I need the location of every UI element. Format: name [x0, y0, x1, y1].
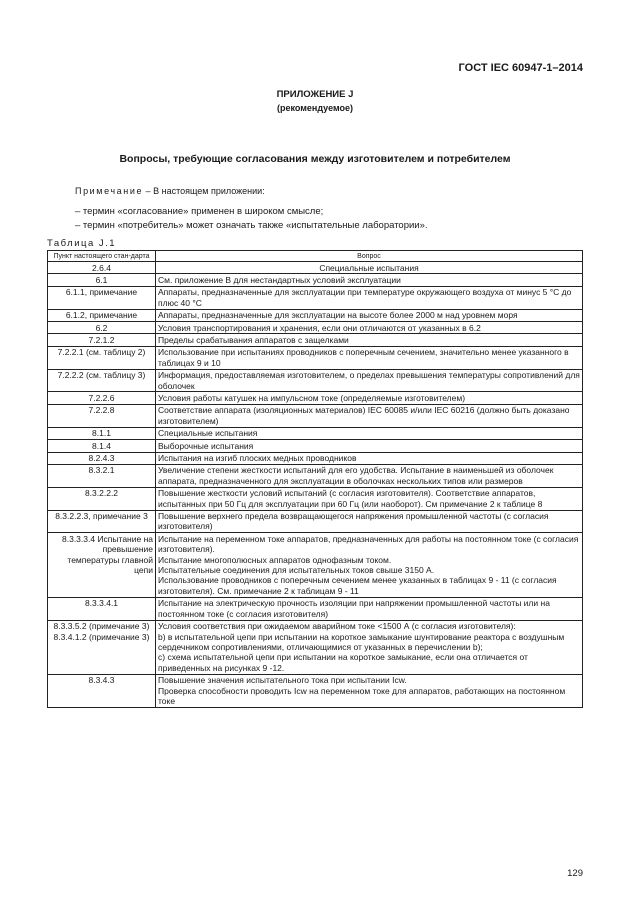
- question-text: Повышение жесткости условий испытаний (с согласия изготовителя). Соответствие аппаратов, испытанных при 50 Гц для эксплуатации при 60 Гц (или наоборот). См примечание 2 к таблице 8: [158, 488, 543, 509]
- question-cell: [156, 464, 583, 487]
- note: [75, 186, 265, 196]
- clause-text: 7.2.2.2 (см. таблицу 3): [57, 370, 146, 381]
- table-row: [48, 510, 583, 533]
- clause-text: 7.2.1.2: [88, 334, 115, 345]
- question-cell: [156, 286, 583, 309]
- clause-cell: [48, 597, 156, 620]
- question-text: b) в испытательной цепи при испытании на короткое замыкание шунтирование реактора с воздушным сердечником сопротивлениями, отличающимися от указанных в перечислении b);: [158, 631, 565, 652]
- clause-cell: [48, 404, 156, 427]
- table-header-row: [48, 251, 583, 262]
- question-text: Специальные испытания: [319, 262, 419, 273]
- clause-text: 2.6.4: [92, 262, 111, 273]
- header-question: Вопрос: [156, 251, 583, 262]
- appendix-subtitle: (рекомендуемое): [277, 103, 353, 113]
- note-item: – термин «согласование» применен в широком смысле;: [75, 206, 324, 217]
- question-text: Аппараты, предназначенные для эксплуатации при температуре окружающего воздуха от минус 5 °С до плюс 40 °С: [158, 287, 572, 308]
- clause-cell: [48, 487, 156, 510]
- table-row: [48, 346, 583, 369]
- clause-text: 7.2.2.6: [88, 392, 115, 403]
- question-text: Выборочные испытания: [158, 440, 254, 451]
- question-cell: [156, 322, 583, 334]
- note-text: – В настоящем приложении:: [143, 186, 265, 196]
- table-row: [48, 440, 583, 452]
- clause-text: 8.1.4: [92, 440, 111, 451]
- question-cell: [156, 369, 583, 392]
- table-row: [48, 262, 583, 274]
- question-cell: [156, 346, 583, 369]
- question-cell: [156, 262, 583, 274]
- table-row: [48, 286, 583, 309]
- question-text: Повышение значения испытательного тока при испытании Icw.: [158, 675, 407, 686]
- question-cell: [156, 533, 583, 597]
- question-cell: [156, 427, 583, 439]
- question-text: Информация, предоставляемая изготовителем, о пределах превышения температуры сопротивлений для оболочек: [158, 370, 580, 391]
- table-row: [48, 427, 583, 439]
- question-text: Соответствие аппарата (изоляционных материалов) IEC 60085 и/или IEC 60216 (должно быть доказано изготовителем): [158, 405, 570, 426]
- question-text: Пределы срабатывания аппаратов с защелками: [158, 334, 349, 345]
- page-number: 129: [567, 868, 583, 879]
- note-item: – термин «потребитель» может означать также «испытательные лаборатории».: [75, 220, 428, 231]
- question-cell: [156, 487, 583, 510]
- clause-text: 7.2.2.8: [88, 405, 115, 416]
- question-text: Испытание многополюсных аппаратов однофазным током.: [158, 554, 392, 565]
- clause-cell: [48, 309, 156, 321]
- question-cell: [156, 674, 583, 707]
- table-row: [48, 674, 583, 707]
- question-cell: [156, 597, 583, 620]
- table-row: [48, 334, 583, 346]
- clause-text: 8.3.2.2.3, примечание 3: [55, 511, 148, 522]
- question-text: Условия работы катушек на импульсном токе (определяемые изготовителем): [158, 392, 466, 403]
- clause-text: 8.3.4.3: [88, 675, 115, 686]
- clause-text: 8.3.3.5.2 (примечание 3) 8.3.4.1.2 (примечание 3): [53, 621, 150, 642]
- question-text: Испытание на электрическую прочность изоляции при напряжении промышленной частоты или на постоянном токе (с согласия изготовителя): [158, 598, 550, 619]
- question-cell: [156, 440, 583, 452]
- clause-text: 6.1.1, примечание: [65, 287, 138, 298]
- clause-cell: [48, 262, 156, 274]
- question-text: Увеличение степени жесткости испытаний для его удобства. Испытание в наименьшей из оболочек аппарата, предназначенного для эксплуатации в оболочках нескольких типов или размеров: [158, 465, 554, 486]
- question-text: Проверка способности проводить Icw на переменном токе для аппаратов, работающих на постоянном токе: [158, 685, 566, 706]
- clause-cell: [48, 346, 156, 369]
- clause-cell: [48, 510, 156, 533]
- standard-code: ГОСТ IEC 60947-1–2014: [458, 62, 583, 74]
- table-caption: Таблица J.1: [47, 238, 117, 249]
- table-row: [48, 392, 583, 404]
- note-label: Примечание: [75, 186, 144, 196]
- clause-text: 8.3.3.3.4 Испытание на превышение температуры главной цепи: [62, 533, 153, 576]
- question-text: Специальные испытания: [158, 428, 258, 439]
- clause-cell: [48, 674, 156, 707]
- question-text: Использование при испытаниях проводников с поперечным сечением, значительно менее указанного в таблицах 9 и 10: [158, 347, 569, 368]
- table-row: [48, 309, 583, 321]
- header-clause: Пункт настоящего стан-дарта: [48, 251, 156, 262]
- question-cell: [156, 392, 583, 404]
- question-text: Испытательные соединения для испытательных токов свыше 3150 А.: [158, 565, 435, 576]
- table-row: [48, 404, 583, 427]
- clause-text: 8.3.3.4.1: [84, 598, 119, 609]
- clause-cell: [48, 334, 156, 346]
- table-row: [48, 464, 583, 487]
- question-cell: [156, 510, 583, 533]
- table-row: [48, 533, 583, 597]
- clause-cell: [48, 440, 156, 452]
- clause-cell: [48, 427, 156, 439]
- question-text: Испытания на изгиб плоских медных проводников: [158, 453, 357, 463]
- clause-text: 6.2: [95, 322, 108, 333]
- question-cell: [156, 334, 583, 346]
- clause-text: 6.1.2, примечание: [65, 310, 138, 321]
- question-cell: [156, 309, 583, 321]
- question-cell: [156, 274, 583, 286]
- clause-cell: [48, 322, 156, 334]
- clause-text: 8.3.2.2.2: [84, 488, 119, 499]
- table-row: [48, 274, 583, 286]
- clause-cell: [48, 392, 156, 404]
- questions-table: [47, 250, 583, 708]
- table-row: [48, 620, 583, 674]
- question-text: Условия транспортирования и хранения, если они отличаются от указанных в 6.2: [158, 322, 481, 333]
- clause-text: 8.2.4.3: [88, 453, 115, 463]
- question-cell: [156, 620, 583, 674]
- table-row: [48, 369, 583, 392]
- table-row: [48, 452, 583, 464]
- clause-cell: [48, 274, 156, 286]
- appendix-title: ПРИЛОЖЕНИЕ J: [276, 89, 354, 100]
- clause-cell: [48, 464, 156, 487]
- clause-text: 8.3.2.1: [88, 465, 115, 476]
- table-row: [48, 322, 583, 334]
- table-body: [48, 262, 583, 708]
- table-row: [48, 597, 583, 620]
- clause-text: 8.1.1: [92, 428, 111, 439]
- clause-cell: [48, 452, 156, 464]
- question-text: Условия соответствия при ожидаемом аварийном токе <1500 А (с согласия изготовителя):: [158, 621, 516, 632]
- question-text: Испытание на переменном токе аппаратов, предназначенных для работы на постоянном токе (с согласия изготовителя).: [158, 533, 579, 555]
- question-text: См. приложение B для нестандартных условий эксплуатации: [158, 274, 401, 285]
- question-cell: [156, 404, 583, 427]
- clause-text: 6.1: [95, 274, 108, 285]
- question-text: Использование проводников с поперечным сечением менее указанных в таблицах 9 - 11 (с согласия изготовителя). См. примечание 2 к таблицам 9 - 11: [158, 575, 557, 596]
- clause-cell: [48, 533, 156, 597]
- question-cell: [156, 452, 583, 464]
- question-text: c) схема испытательной цепи при испытании на короткое замыкание, если она отличается от приведенных на рисунках 9 -12.: [158, 652, 528, 673]
- clause-cell: [48, 286, 156, 309]
- clause-cell: [48, 620, 156, 674]
- clause-text: 7.2.2.1 (см. таблицу 2): [57, 347, 146, 358]
- clause-cell: [48, 369, 156, 392]
- section-heading: Вопросы, требующие согласования между изготовителем и потребителем: [119, 153, 511, 165]
- table-row: [48, 487, 583, 510]
- question-text: Повышение верхнего предела возвращающегося напряжения промышленной частоты (с согласия изготовителя): [158, 511, 549, 532]
- question-text: Аппараты, предназначенные для эксплуатации на высоте более 2000 м над уровнем моря: [158, 310, 518, 321]
